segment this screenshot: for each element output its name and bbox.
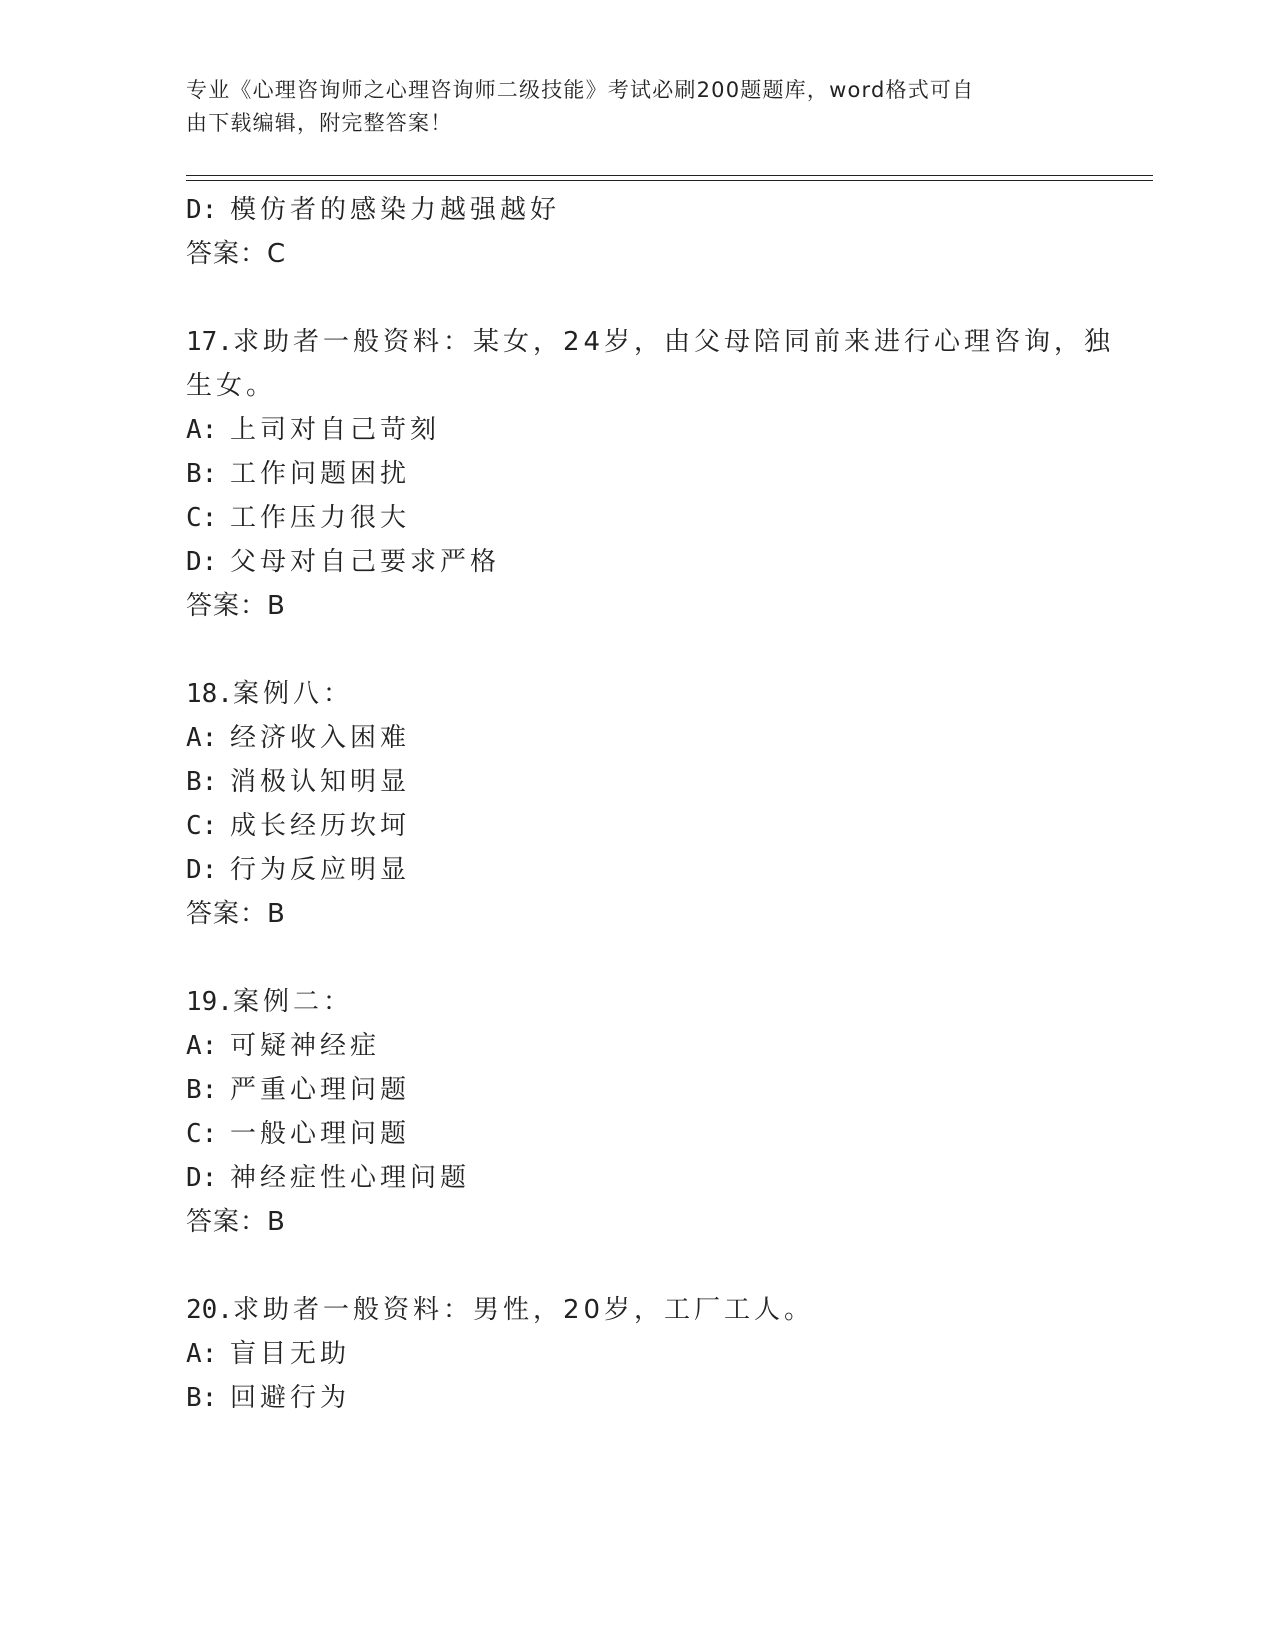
header-divider-bottom	[186, 180, 1153, 181]
question-19-stem	[186, 986, 353, 1018]
option-text: 工作压力很大	[230, 503, 411, 533]
answer-line: 答案：B	[186, 591, 286, 621]
question-17-stem-cont: 生女。	[186, 371, 277, 401]
option-c	[186, 502, 410, 534]
option-c	[186, 1118, 410, 1150]
option-key: B:	[186, 767, 218, 797]
option-text: 回避行为	[230, 1383, 351, 1413]
header-divider-top	[186, 175, 1153, 176]
option-text: 工作问题困扰	[230, 459, 411, 489]
option-text: 可疑神经症	[230, 1031, 381, 1061]
question-17-stem	[186, 326, 1114, 358]
option-text: 上司对自己苛刻	[230, 415, 441, 445]
option-key: D:	[186, 547, 218, 577]
option-b	[186, 1074, 410, 1106]
option-key: A:	[186, 723, 218, 753]
option-a	[186, 722, 410, 754]
option-d	[186, 546, 500, 578]
option-key: D:	[186, 1163, 218, 1193]
option-key: A:	[186, 1339, 218, 1369]
question-text: 案例八：	[232, 679, 353, 709]
option-key: B:	[186, 1075, 218, 1105]
option-text: 行为反应明显	[230, 855, 411, 885]
option-key: B:	[186, 459, 218, 489]
option-b	[186, 766, 410, 798]
option-text: 盲目无助	[230, 1339, 351, 1369]
option-key: D:	[186, 855, 218, 885]
option-text: 一般心理问题	[230, 1119, 411, 1149]
option-d	[186, 854, 410, 886]
question-number: 19.	[186, 987, 233, 1017]
option-a	[186, 414, 440, 446]
question-number: 17.	[186, 327, 233, 357]
header-line-1: 专业《心理咨询师之心理咨询师二级技能》考试必刷200题题库，word格式可自	[186, 78, 975, 102]
answer-line: 答案：C	[186, 239, 287, 269]
question-number: 18.	[186, 679, 233, 709]
question-18-stem	[186, 678, 353, 710]
option-d	[186, 194, 560, 226]
option-d	[186, 1162, 470, 1194]
option-a	[186, 1338, 350, 1370]
header-line-2: 由下载编辑，附完整答案！	[186, 111, 453, 135]
option-text: 父母对自己要求严格	[230, 547, 501, 577]
option-key: C:	[186, 811, 218, 841]
option-key: D:	[186, 195, 218, 225]
option-text: 经济收入困难	[230, 723, 411, 753]
question-text: 案例二：	[232, 987, 353, 1017]
option-key: C:	[186, 503, 218, 533]
question-number: 20.	[186, 1295, 233, 1325]
option-b	[186, 1382, 350, 1414]
option-text: 消极认知明显	[230, 767, 411, 797]
option-a	[186, 1030, 380, 1062]
option-key: C:	[186, 1119, 218, 1149]
option-key: B:	[186, 1383, 218, 1413]
option-key: A:	[186, 1031, 218, 1061]
answer-line: 答案：B	[186, 1207, 286, 1237]
document-header	[186, 74, 1086, 140]
option-b	[186, 458, 410, 490]
option-text: 严重心理问题	[230, 1075, 411, 1105]
option-text: 神经症性心理问题	[230, 1163, 471, 1193]
option-text: 成长经历坎坷	[230, 811, 411, 841]
option-c	[186, 810, 410, 842]
option-key: A:	[186, 415, 218, 445]
question-text: 求助者一般资料：某女，24岁，由父母陪同前来进行心理咨询，独	[232, 327, 1115, 357]
question-text: 求助者一般资料：男性，20岁，工厂工人。	[232, 1295, 815, 1325]
question-20-stem	[186, 1294, 814, 1326]
option-text: 模仿者的感染力越强越好	[230, 195, 561, 225]
answer-line: 答案：B	[186, 899, 286, 929]
